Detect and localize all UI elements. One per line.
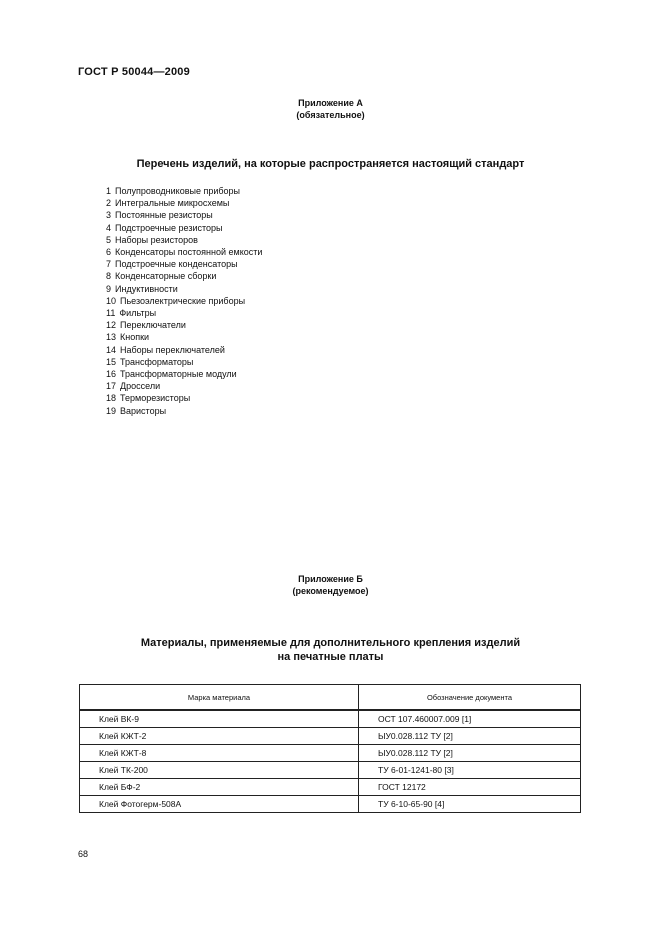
list-item-text: Фильтры — [119, 308, 157, 319]
list-item — [106, 283, 262, 295]
list-item-number: 7 — [106, 259, 112, 270]
table-row — [80, 710, 581, 728]
list-item-number: 19 — [106, 405, 117, 416]
list-item — [106, 331, 262, 343]
list-item-number: 4 — [106, 222, 112, 233]
list-item-text: Наборы резисторов — [115, 234, 198, 245]
table-header-row — [80, 685, 581, 711]
appendix-a-title: Приложение А — [298, 98, 363, 108]
document-cell: ГОСТ 12172 — [359, 779, 581, 796]
appendix-a-heading: Перечень изделий, на которые распространяется настоящий стандарт — [136, 158, 525, 170]
list-item-text: Трансформаторные модули — [120, 369, 237, 380]
list-item — [106, 246, 262, 258]
list-item-number: 16 — [106, 369, 117, 380]
list-item-number: 17 — [106, 381, 117, 392]
materials-table — [79, 684, 581, 813]
list-item — [106, 222, 262, 234]
list-item-text: Конденсаторы постоянной емкости — [115, 247, 263, 258]
list-item-number: 1 — [106, 186, 112, 196]
document-cell: ЫУ0.028.112 ТУ [2] — [359, 728, 581, 745]
list-item-number: 15 — [106, 356, 117, 367]
list-item-number: 2 — [106, 198, 112, 209]
appendix-b-title: Приложение Б — [298, 574, 363, 584]
appendix-b-label — [0, 573, 661, 597]
material-cell: Клей Фотогерм-508А — [80, 796, 359, 813]
list-item-number: 10 — [106, 295, 117, 306]
list-item-text: Дроссели — [120, 381, 161, 392]
document-code-header: ГОСТ Р 50044—2009 — [78, 66, 190, 78]
list-item-text: Подстроечные конденсаторы — [115, 259, 238, 270]
list-item-text: Подстроечные резисторы — [115, 222, 223, 233]
appendix-b-heading — [0, 636, 661, 664]
column-header-document: Обозначение документа — [359, 685, 581, 711]
material-cell: Клей БФ-2 — [80, 779, 359, 796]
list-item-text: Кнопки — [120, 332, 150, 343]
document-cell: ЫУ0.028.112 ТУ [2] — [359, 745, 581, 762]
page-number: 68 — [78, 849, 89, 859]
list-item-number: 11 — [106, 308, 116, 319]
list-item-number: 9 — [106, 283, 112, 294]
table-row — [80, 779, 581, 796]
list-item-text: Пьезоэлектрические приборы — [120, 295, 246, 306]
list-item — [106, 197, 262, 209]
document-cell: ОСТ 107.460007.009 [1] — [359, 710, 581, 728]
table-row — [80, 762, 581, 779]
list-item-text: Постоянные резисторы — [115, 210, 213, 221]
document-cell: ТУ 6-01-1241-80 [3] — [359, 762, 581, 779]
appendix-b-status: (рекомендуемое) — [292, 586, 369, 596]
material-cell: Клей КЖТ-8 — [80, 745, 359, 762]
list-item — [106, 295, 262, 307]
list-item — [106, 344, 262, 356]
list-item-text: Переключатели — [120, 320, 186, 331]
list-item-text: Интегральные микросхемы — [115, 198, 230, 209]
list-item — [106, 209, 262, 221]
list-item — [106, 307, 262, 319]
list-item — [106, 356, 262, 368]
list-item-text: Варисторы — [120, 405, 167, 416]
list-item-text: Индуктивности — [115, 283, 178, 294]
appendix-b-heading-line2: на печатные платы — [277, 651, 384, 663]
appendix-a-status: (обязательное) — [296, 110, 365, 120]
material-cell: Клей ВК-9 — [80, 710, 359, 728]
list-item — [106, 319, 262, 331]
table-row — [80, 745, 581, 762]
list-item — [106, 234, 262, 246]
list-item-number: 8 — [106, 271, 112, 282]
list-item-text: Терморезисторы — [120, 393, 191, 404]
list-item-number: 5 — [106, 234, 112, 245]
list-item — [106, 270, 262, 282]
products-list — [106, 185, 262, 417]
document-cell: ТУ 6-10-65-90 [4] — [359, 796, 581, 813]
list-item-number: 6 — [106, 247, 112, 258]
list-item-number: 3 — [106, 210, 112, 221]
column-header-material: Марка материала — [80, 685, 359, 711]
table-row — [80, 796, 581, 813]
list-item-text: Конденсаторные сборки — [115, 271, 217, 282]
appendix-b-heading-line1: Материалы, применяемые для дополнительного крепления изделий — [140, 637, 521, 649]
list-item-number: 12 — [106, 320, 117, 331]
list-item-text: Трансформаторы — [120, 356, 194, 367]
list-item-number: 13 — [106, 332, 117, 343]
list-item — [106, 392, 262, 404]
list-item-text: Наборы переключателей — [120, 344, 225, 355]
list-item — [106, 185, 262, 197]
list-item — [106, 258, 262, 270]
list-item — [106, 380, 262, 392]
list-item — [106, 405, 262, 417]
table-row — [80, 728, 581, 745]
appendix-a-label — [0, 97, 661, 121]
material-cell: Клей ТК-200 — [80, 762, 359, 779]
list-item-number: 18 — [106, 393, 117, 404]
list-item-text: Полупроводниковые приборы — [115, 186, 241, 196]
material-cell: Клей КЖТ-2 — [80, 728, 359, 745]
list-item — [106, 368, 262, 380]
list-item-number: 14 — [106, 344, 117, 355]
